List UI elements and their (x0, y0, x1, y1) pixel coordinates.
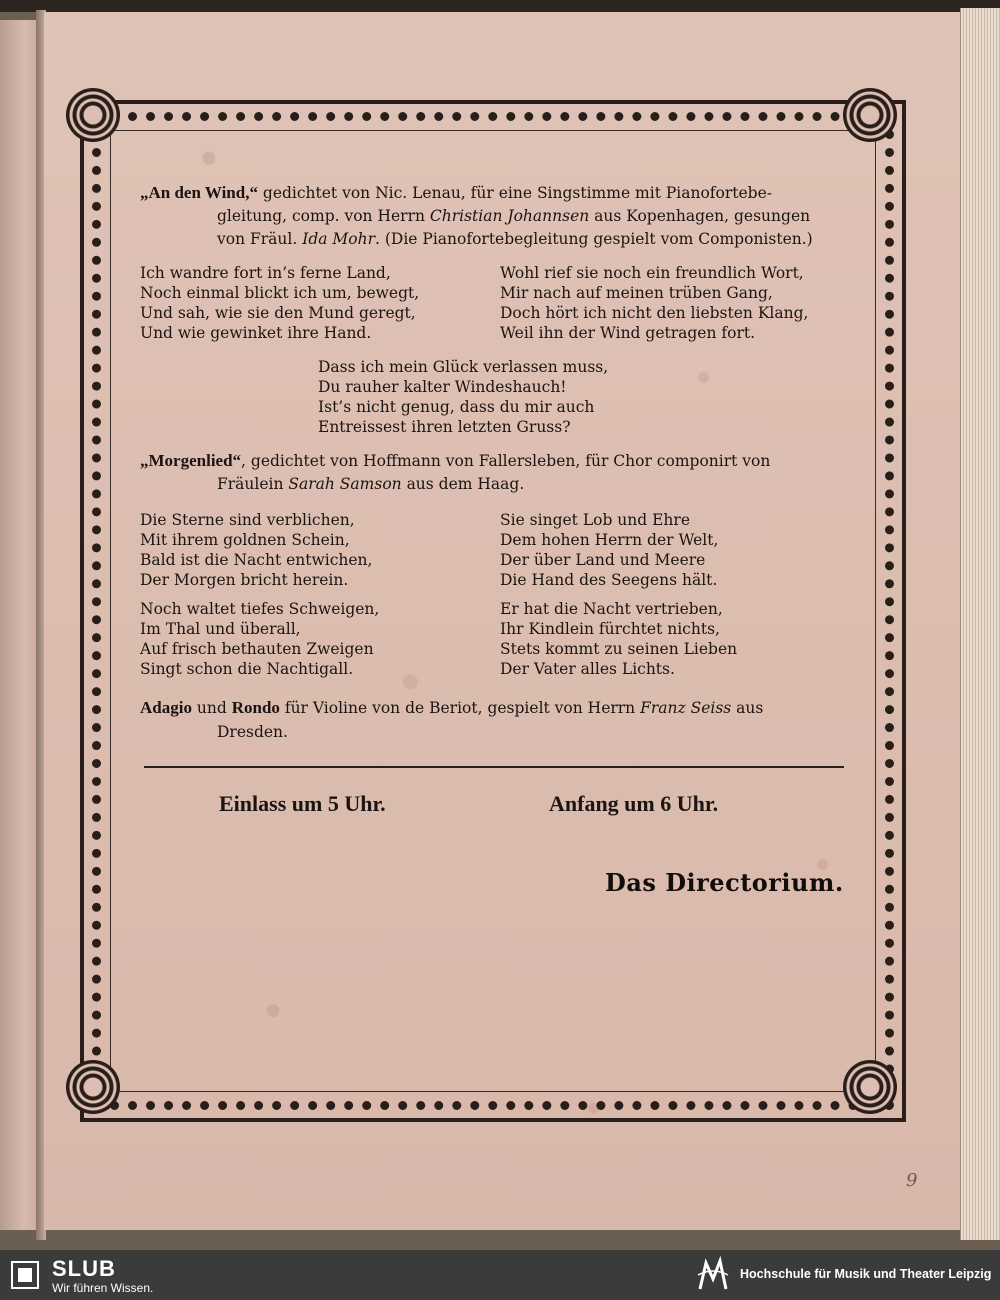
item1-line3-post: . (Die Pianofortebegleitung gespielt vom Componisten.) (375, 230, 813, 248)
item2-stanza2-right (500, 599, 737, 679)
item2-stanza1-right (500, 510, 718, 590)
verse-line: Ihr Kindlein fürchtet nichts, (500, 620, 720, 638)
item1-line1-rest: gedichtet von Nic. Lenau, für eine Singstimme mit Pianofortebe- (257, 184, 773, 202)
verse-line: Stets kommt zu seinen Lieben (500, 640, 738, 658)
item2-stanza2-left (140, 599, 379, 679)
item1-composer: Christian Johannsen (429, 207, 590, 225)
verse-line: Mit ihrem goldnen Schein, (140, 531, 350, 549)
hmt-name: Hochschule für Musik und Theater Leipzig (740, 1267, 992, 1281)
admission-time: Einlass um 5 Uhr. (219, 791, 386, 816)
item3-title-a: Adagio (140, 698, 192, 717)
verse-line: Dem hohen Herrn der Welt, (500, 531, 719, 549)
verse-line: Du rauher kalter Windeshauch! (318, 378, 567, 396)
item1-stanza-center (318, 357, 608, 437)
left-page-edge (0, 20, 41, 1230)
verse-line: Noch waltet tiefes Schweigen, (140, 600, 380, 618)
verse-line: Ich wandre fort in’s ferne Land, (140, 264, 391, 282)
item3-heading-line2: Dresden. (217, 723, 288, 741)
verse-line: Die Sterne sind verblichen, (140, 511, 355, 529)
corner-ornament-icon (66, 1060, 120, 1114)
item1-singer: Ida Mohr (302, 230, 376, 248)
item1-line3-pre: von Fräul. (217, 230, 303, 248)
verse-line: Dass ich mein Glück verlassen muss, (318, 358, 609, 376)
item1-heading-line2 (217, 206, 810, 226)
verse-line: Der Vater alles Lichts. (500, 660, 675, 678)
verse-line: Mir nach auf meinen trüben Gang, (500, 284, 773, 302)
verse-line: Auf frisch bethauten Zweigen (140, 640, 374, 658)
item3-line1-post: aus (731, 699, 764, 717)
horizontal-rule (144, 766, 844, 768)
verse-line: Ist’s nicht genug, dass du mir auch (318, 398, 595, 416)
corner-ornament-icon (843, 1060, 897, 1114)
start-time: Anfang um 6 Uhr. (549, 791, 719, 816)
verse-line: Bald ist die Nacht entwichen, (140, 551, 373, 569)
verse-line: Weil ihn der Wind getragen fort. (500, 324, 756, 342)
item2-line1-rest: , gedichtet von Hoffmann von Fallersleben, für Chor componirt von (241, 452, 771, 470)
item3-heading-line1 (140, 698, 763, 718)
corner-ornament-icon (843, 88, 897, 142)
verse-line: Wohl rief sie noch ein freundlich Wort, (500, 264, 804, 282)
viewer-footer (0, 1250, 1000, 1300)
item1-heading-line3 (217, 229, 813, 249)
item1-title: „An den Wind,“ (140, 183, 258, 202)
slub-name: SLUB (52, 1256, 116, 1281)
verse-line: Der über Land und Meere (500, 551, 706, 569)
item1-line2-post: aus Kopenhagen, gesungen (589, 207, 811, 225)
item1-line2-pre: gleitung, comp. von Herrn (217, 207, 430, 225)
item2-title: „Morgenlied“ (140, 451, 242, 470)
hmt-logo-icon (694, 1255, 732, 1295)
item2-line2-post: aus dem Haag. (401, 475, 525, 493)
verse-line: Er hat die Nacht vertrieben, (500, 600, 723, 618)
corner-ornament-icon (66, 88, 120, 142)
verse-line: Der Morgen bricht herein. (140, 571, 349, 589)
verse-line: Im Thal und überall, (140, 620, 301, 638)
verse-line: Sie singet Lob und Ehre (500, 511, 690, 529)
item2-heading-line1 (140, 451, 770, 471)
item1-stanza-left (140, 263, 419, 343)
signature-directorium: Das Directorium. (605, 868, 844, 897)
item3-title-b: Rondo (231, 698, 280, 717)
item1-heading-line1 (140, 183, 772, 203)
slub-tagline: Wir führen Wissen. (52, 1281, 154, 1295)
verse-line: Und wie gewinket ihre Hand. (140, 324, 372, 342)
page-stack-edge (960, 8, 1000, 1240)
item3-line1-rest: für Violine von de Beriot, gespielt von Herrn (279, 699, 641, 717)
verse-line: Die Hand des Seegens hält. (500, 571, 718, 589)
item3-performer: Franz Seiss (640, 699, 732, 717)
verse-line: Und sah, wie sie den Mund geregt, (140, 304, 416, 322)
item2-composer: Sarah Samson (288, 475, 402, 493)
verse-line: Singt schon die Nachtigall. (140, 660, 354, 678)
page-number: 9 (906, 1170, 918, 1191)
verse-line: Noch einmal blickt ich um, bewegt, (140, 284, 420, 302)
top-edge (0, 0, 1000, 12)
item1-stanza-right (500, 263, 808, 343)
slub-logo-icon (10, 1260, 40, 1290)
item2-stanza1-left (140, 510, 372, 590)
item2-line2-pre: Fräulein (217, 475, 289, 493)
verse-line: Doch hört ich nicht den liebsten Klang, (500, 304, 809, 322)
item2-heading-line2 (217, 474, 524, 494)
item3-and: und (191, 699, 232, 717)
verse-line: Entreissest ihren letzten Gruss? (318, 418, 571, 436)
